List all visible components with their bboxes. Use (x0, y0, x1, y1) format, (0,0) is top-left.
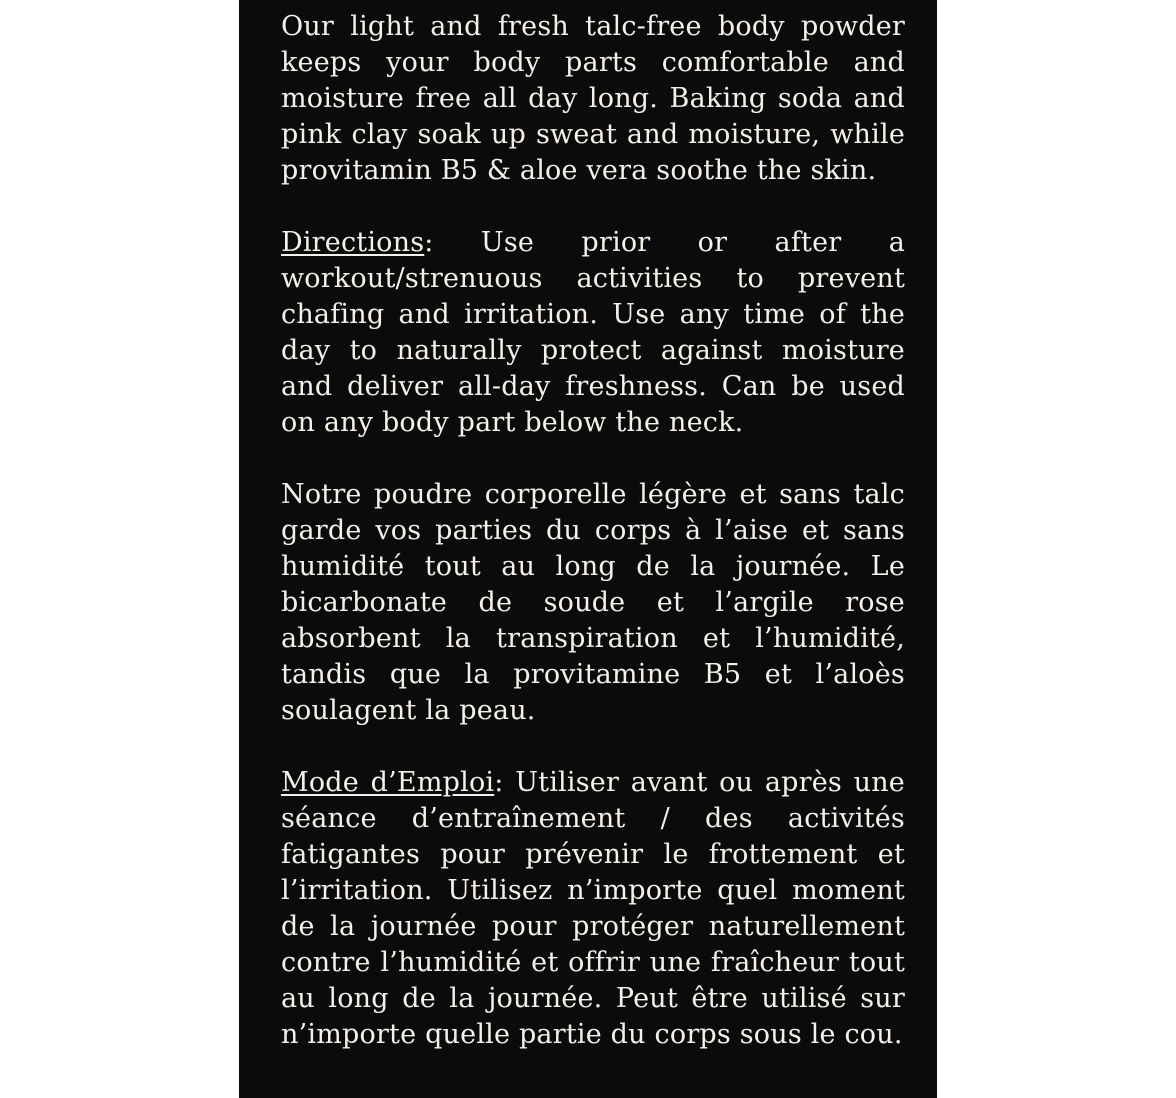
directions-separator-english: : (424, 227, 434, 258)
directions-body-french: Utiliser avant ou après une séance d’entraînement / des activités fatigantes pour prévenir le frottement et l’irritation. Utilisez n’importe quel moment de la journée pour protéger naturellement contre l’humidité et offrir une fraîcheur tout au long de la journée. Peut être utilisé sur n’importe quelle partie du corps sous le cou. (281, 767, 905, 1050)
directions-heading-english: Directions (281, 227, 425, 258)
directions-separator-french: : (494, 767, 504, 798)
directions-heading-french: Mode d’Emploi (281, 767, 495, 798)
description-french: Notre poudre corporelle légère et sans talc garde vos parties du corps à l’aise et sans humidité tout au long de la journée. Le bicarbonate de soude et l’argile rose absorbent la transpiration et l’humidité, tandis que la provitamine B5 et l’aloès soulagent la peau. (281, 479, 905, 726)
product-label-panel (239, 0, 937, 1098)
directions-french (281, 765, 905, 1053)
directions-english (281, 225, 905, 441)
description-english: Our light and fresh talc-free body powder keeps your body parts comfortable and moisture free all day long. Baking soda and pink clay soak up sweat and moisture, while provitamin B5 & aloe vera soothe the skin. (281, 11, 905, 186)
directions-body-english: Use prior or after a workout/strenuous activities to prevent chafing and irritation. Use any time of the day to naturally protect against moisture and deliver all-day freshness. Can be used on any body part below the neck. (281, 227, 905, 438)
label-text-column (281, 9, 905, 1053)
